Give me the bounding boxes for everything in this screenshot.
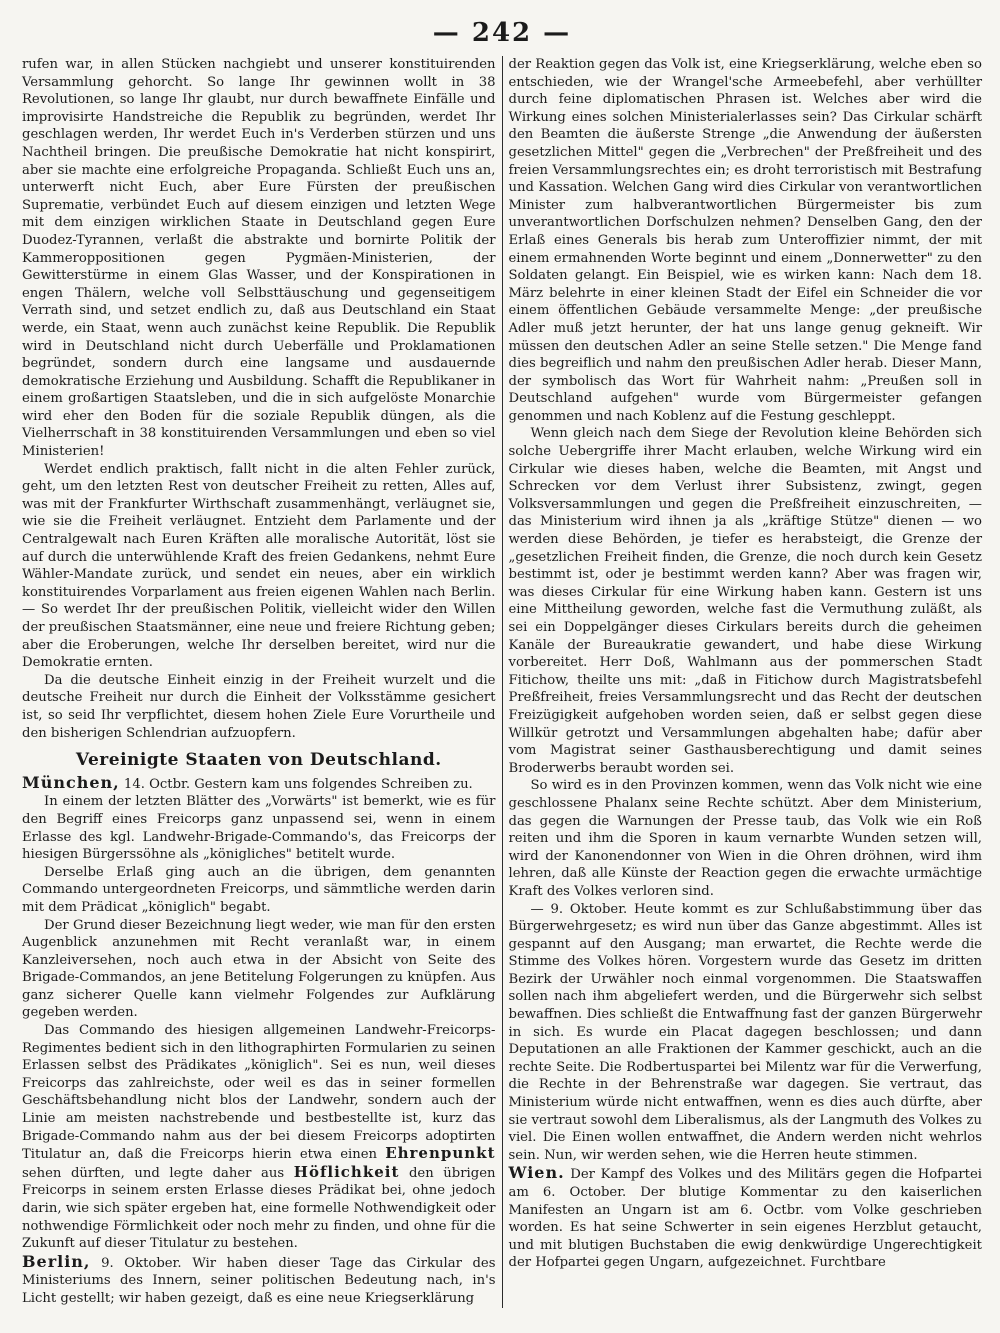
- p8-part-c: den übrigen Freicorps in seinem ersten Erlasse dieses Prädikat bei, ohne jedoch darin, wie sich später ergeben hat, eine formelle Nothwendigkeit oder nothwendige Förmlichkeit oder noch mehr zu finden, und ohne für die Zukunft auf dieser Titulatur zu bestehen.: [22, 1165, 496, 1252]
- left-paragraph-5: In einem der letzten Blätter des „Vorwärts" ist bemerkt, wie es für den Begriff eines Freicorps ganz unpassend sei, wenn in einem Erlasse des kgl. Landwehr-Brigade-Commando's, das Freicorps der hiesigen Bürgerssöhne als „königliches" betitelt wurde.: [22, 794, 496, 863]
- left-paragraph-7: Der Grund dieser Bezeichnung liegt weder, wie man für den ersten Augenblick anzunehmen mit Recht veranlaßt war, in einem Kanzleiversehen, noch auch etwa in der Absicht von Seite des Brigade-Commandos, an jene Betitelung Folgerungen zu knüpfen. Aus ganz sicherer Quelle kann vielmehr Folgendes zur Aufklärung gegeben werden.: [22, 917, 496, 1021]
- left-paragraph-8: [22, 1022, 496, 1253]
- berlin-report: [22, 1253, 496, 1308]
- p8-part-a: Das Commando des hiesigen allgemeinen Landwehr-Freicorps-Regimentes bedient sich in den lithographirten Formularien zu seinen Erlassen selbst des Prädikates „königlich". Sei es nun, weil dieses Freicorps das zahlreichste, oder weil es das in seiner formellen Geschäftsbehandlung nicht blos der Landwehr, sondern auch der Linie am meisten nachstrebende und bestbestellte ist, kurz das Brigade-Commando nahm aus der bei diesem Freicorps adoptirten Titulatur an, daß die Freicorps hierin etwa einen: [22, 1023, 496, 1163]
- section-heading: Vereinigte Staaten von Deutschland.: [75, 750, 442, 771]
- right-paragraph-4: — 9. Oktober. Heute kommt es zur Schlußabstimmung über das Bürgerwehrgesetz; es wird nun über das Ganze abgestimmt. Alles ist gespannt auf den Ausgang; man erwartet, die Rechte werde die Stimme des Volkes hören. Vorgestern wurde das Gesetz im dritten Bezirk der Urwähler noch einmal vorgenommen. Die Staatswaffen sollen nach ihm abgeliefert werden, und die Bürgerwehr sich selbst bewaffnen. Dies schließt die Entwaffnung fast der ganzen Bürgerwehr in sich. Es wurde ein Placat dagegen beschlossen; und dann Deputationen an alle Fraktionen der Kammer geschickt, auch an die rechte Seite. Die Rodbertuspartei bei Milentz war für die Verwerfung, die Rechte in der Behrenstraße war dagegen. Sie vertraut, das Ministerium würde nicht entwaffnen, wenn es dies auch dürfte, aber sie vertraut sowohl dem Liberalismus, als der Langmuth des Volkes zu viel. Die Einen wollen entwaffnet, die Andern werden nicht wehrlos sein. Nun, wir werden sehen, wie die Herren heute stimmen.: [508, 901, 982, 1163]
- dateline-berlin: Berlin,: [22, 1251, 91, 1271]
- emphasis-hoeflichkeit: Höflichkeit: [293, 1162, 400, 1181]
- wien-report: [509, 1164, 983, 1272]
- left-paragraph-6: Derselbe Erlaß ging auch an die übrigen, dem genannten Commando untergeordneten Freicorps, und sämmtliche werden darin mit dem Prädicat „königlich" begabt.: [22, 864, 496, 915]
- p8-part-b: sehen dürften, und legte daher aus: [22, 1165, 294, 1181]
- left-paragraph-1: rufen war, in allen Stücken nachgiebt und unserer konstituirenden Versammlung gehorcht. So lange Ihr gewinnen wollt in 38 Revolutionen, so lange Ihr glaubt, nur durch bewaffnete Einfälle und improvisirte Handstreiche die Republik zu begründen, werdet Ihr geschlagen werden, Ihr werdet Euch in's Verderben stürzen und uns Nachtheil bringen. Die preußische Demokratie hat nicht konspirirt, aber sie machte eine erfolgreiche Propaganda. Schließt Euch uns an, unterwerft nicht Euch, aber Eure Fürsten der preußischen Suprematie, verbündet Euch auf diesem einzigen und letzten Wege mit dem einzigen wirklichen Staate in Deutschland gegen Eure Duodez-Tyrannen, verlaßt die abstrakte und bornirte Politik der Kammeroppositionen gegen Pygmäen-Ministerien, der Gewitterstürme in einem Glas Wasser, und der Konspirationen in engen Thälern, welche voll Selbsttäuschung und gegenseitigem Verrath sind, und setzet endlich zu, daß aus Deutschland ein Staat werde, ein Staat, wenn auch zunächst keine Republik. Die Republik wird in Deutschland nicht durch Ueberfälle und Proklamationen begründet, sondern durch eine langsame und ausdauernde demokratische Erziehung und Ausbildung. Schafft die Republikaner in einem großartigen Staatsleben, und die in sich aufgelöste Monarchie wird eher den Boden für die soziale Republik düngen, als die Vielherrschaft in 38 konstituirenden Versammlungen und eben so viel Ministerien!: [22, 57, 496, 460]
- left-column: [22, 56, 496, 1308]
- left-paragraph-3: Da die deutsche Einheit einzig in der Freiheit wurzelt und die deutsche Freiheit nur durch die Einheit der Volksstämme gesichert ist, so seid Ihr verpflichtet, diesem hohen Ziele Eure Vorurtheile und den bisherigen Schlendrian aufzuopfern.: [22, 672, 496, 741]
- muenchen-report: [22, 774, 496, 794]
- muenchen-intro: 14. Octbr. Gestern kam uns folgendes Schreiben zu.: [119, 776, 473, 792]
- dateline-wien: Wien.: [508, 1163, 565, 1183]
- emphasis-ehrenpunkt: Ehrenpunkt: [385, 1144, 496, 1163]
- right-column: [509, 56, 983, 1308]
- text-columns: [22, 56, 982, 1308]
- right-paragraph-1: der Reaktion gegen das Volk ist, eine Kriegserklärung, welche eben so entschieden, wie der Wrangel'sche Armeebefehl, aber verhüllter durch feine diplomatischen Phrasen ist. Welches aber wird die Wirkung eines solchen Ministerialerlasses sein? Das Cirkular schärft den Beamten die äußerste Strenge „die Anwendung der äußersten gesetzlichen Mittel" gegen die „Verbrechen" der Preßfreiheit und des freien Versammlungsrechtes ein; es droht terroristisch mit Bestrafung und Kassation. Welchen Gang wird dies Cirkular von verantwortlichen Minister zum halbverantwortlichen Bürgermeister bis zum unverantwortlichen Dorfschulzen nehmen? Denselben Gang, den der Erlaß eines Generals bis herab zum Unteroffizier nimmt, der mit einem ermahnenden Worte beginnt und einem „Donnerwetter" zu den Soldaten gelangt. Ein Beispiel, wie es wirken kann: Nach dem 18. März belehrte in einer kleinen Stadt der Eifel ein Schneider die vor einem öffentlichen Gebäude versammelte Menge: „der preußische Adler muß jetzt herunter, der hat uns lange genug gekneift. Wir müssen den deutschen Adler an seine Stelle setzen." Die Menge fand dies begreiflich und nahm den preußischen Adler herab. Dieser Mann, der symbolisch das Wort für Wahrheit nahm: „Preußen soll in Deutschland aufgehen" wurde vom Bürgermeister gefangen genommen und nach Koblenz auf die Festung geschleppt.: [508, 57, 982, 424]
- right-paragraph-2: Wenn gleich nach dem Siege der Revolution kleine Behörden sich solche Uebergriffe ihrer Macht erlauben, welche Wirkung wird ein Cirkular wie dieses haben, welche die Beamten, mit Angst und Schrecken vor dem Verlust ihrer Subsistenz, zwingt, gegen Volksversammlungen und gegen die Preßfreiheit einzuschreiten, — das Ministerium wird ihnen ja als „kräftige Stütze" dienen — wo werden diese Behörden, je tiefer es herabsteigt, die Grenze der „gesetzlichen Freiheit finden, die Grenze, die noch durch kein Gesetz bestimmt ist, oder je bestimmt werden kann? Aber was fragen wir, was dieses Cirkular für eine Wirkung haben kann. Gestern ist uns eine Mittheilung geworden, welche fast die Vermuthung zuläßt, als sei ein Doppelgänger dieses Cirkulars bereits durch die geheimen Kanäle der Bureaukratie gewandert, und habe diese Wirkung vorbereitet. Herr Doß, Wahlmann aus der pommerschen Stadt Fitichow, theilte uns mit: „daß in Fitichow durch Magistratsbefehl Preßfreiheit, freies Versammlungsrecht und das Recht der deutschen Freizügigkeit aufgehoben worden seien, daß er selbst gegen diese Willkür getrotzt und Versammlungen abgehalten habe; dafür aber vom Magistrat seiner Gasthausberechtigung und damit seines Broderwerbs beraubt worden sei.: [508, 426, 982, 776]
- right-paragraph-3: So wird es in den Provinzen kommen, wenn das Volk nicht wie eine geschlossene Phalanx seine Rechte schützt. Aber dem Ministerium, das gegen die Warnungen der Presse taub, das Volk wie ein Roß reiten und ihm die Sporen in kaum vernarbte Wunden setzen will, wird der Kanonendonner von Wien in die Ohren dröhnen, wird ihm lehren, daß alle Künste der Reaction gegen die erwachte urmächtige Kraft des Volkes verloren sind.: [508, 778, 982, 899]
- left-paragraph-2: Werdet endlich praktisch, fallt nicht in die alten Fehler zurück, geht, um den letzten Rest von deutscher Freiheit zu retten, Alles auf, was mit der Frankfurter Wirthschaft zusammenhängt, verläugnet sie, wie sie die Freiheit verläugnet. Entzieht dem Parlamente und der Centralgewalt nach Euren Kräften alle moralische Autorität, löst sie auf durch die unterwühlende Kraft des freien Gedankens, nehmt Eure Wähler-Mandate zurück, und sendet ein neues, aber ein wirklich konstituirendes Vorparlament aus freien eigenen Wahlen nach Berlin. — So werdet Ihr der preußischen Politik, vielleicht wider den Willen der preußischen Staatsmänner, eine neue und freiere Richtung geben; aber die Eroberungen, welche Ihr derselben bereitet, wird nur die Demokratie ernten.: [22, 461, 496, 671]
- berlin-intro: 9. Oktober. Wir haben dieser Tage das Cirkular des Ministeriums des Innern, seiner politischen Bedeutung nach, in's Licht gestellt; wir haben gezeigt, daß es eine neue Kriegserklärung: [22, 1255, 496, 1306]
- wien-intro: Der Kampf des Volkes und des Militärs gegen die Hofpartei am 6. October. Der blutige Kommentar zu den kaiserlichen Manifesten an Ungarn ist am 6. Octbr. vom Volke geschrieben worden. Es hat seine Schwerter in sein eigenes Herzblut getaucht, und mit blutigen Buchstaben die ewig denkwürdige Ungerechtigkeit der Hofpartei gegen Ungarn, aufgezeichnet. Furchtbare: [508, 1167, 982, 1271]
- column-divider: [502, 56, 503, 1308]
- dateline-muenchen: München,: [22, 772, 120, 792]
- page-number: — 242 —: [432, 18, 572, 48]
